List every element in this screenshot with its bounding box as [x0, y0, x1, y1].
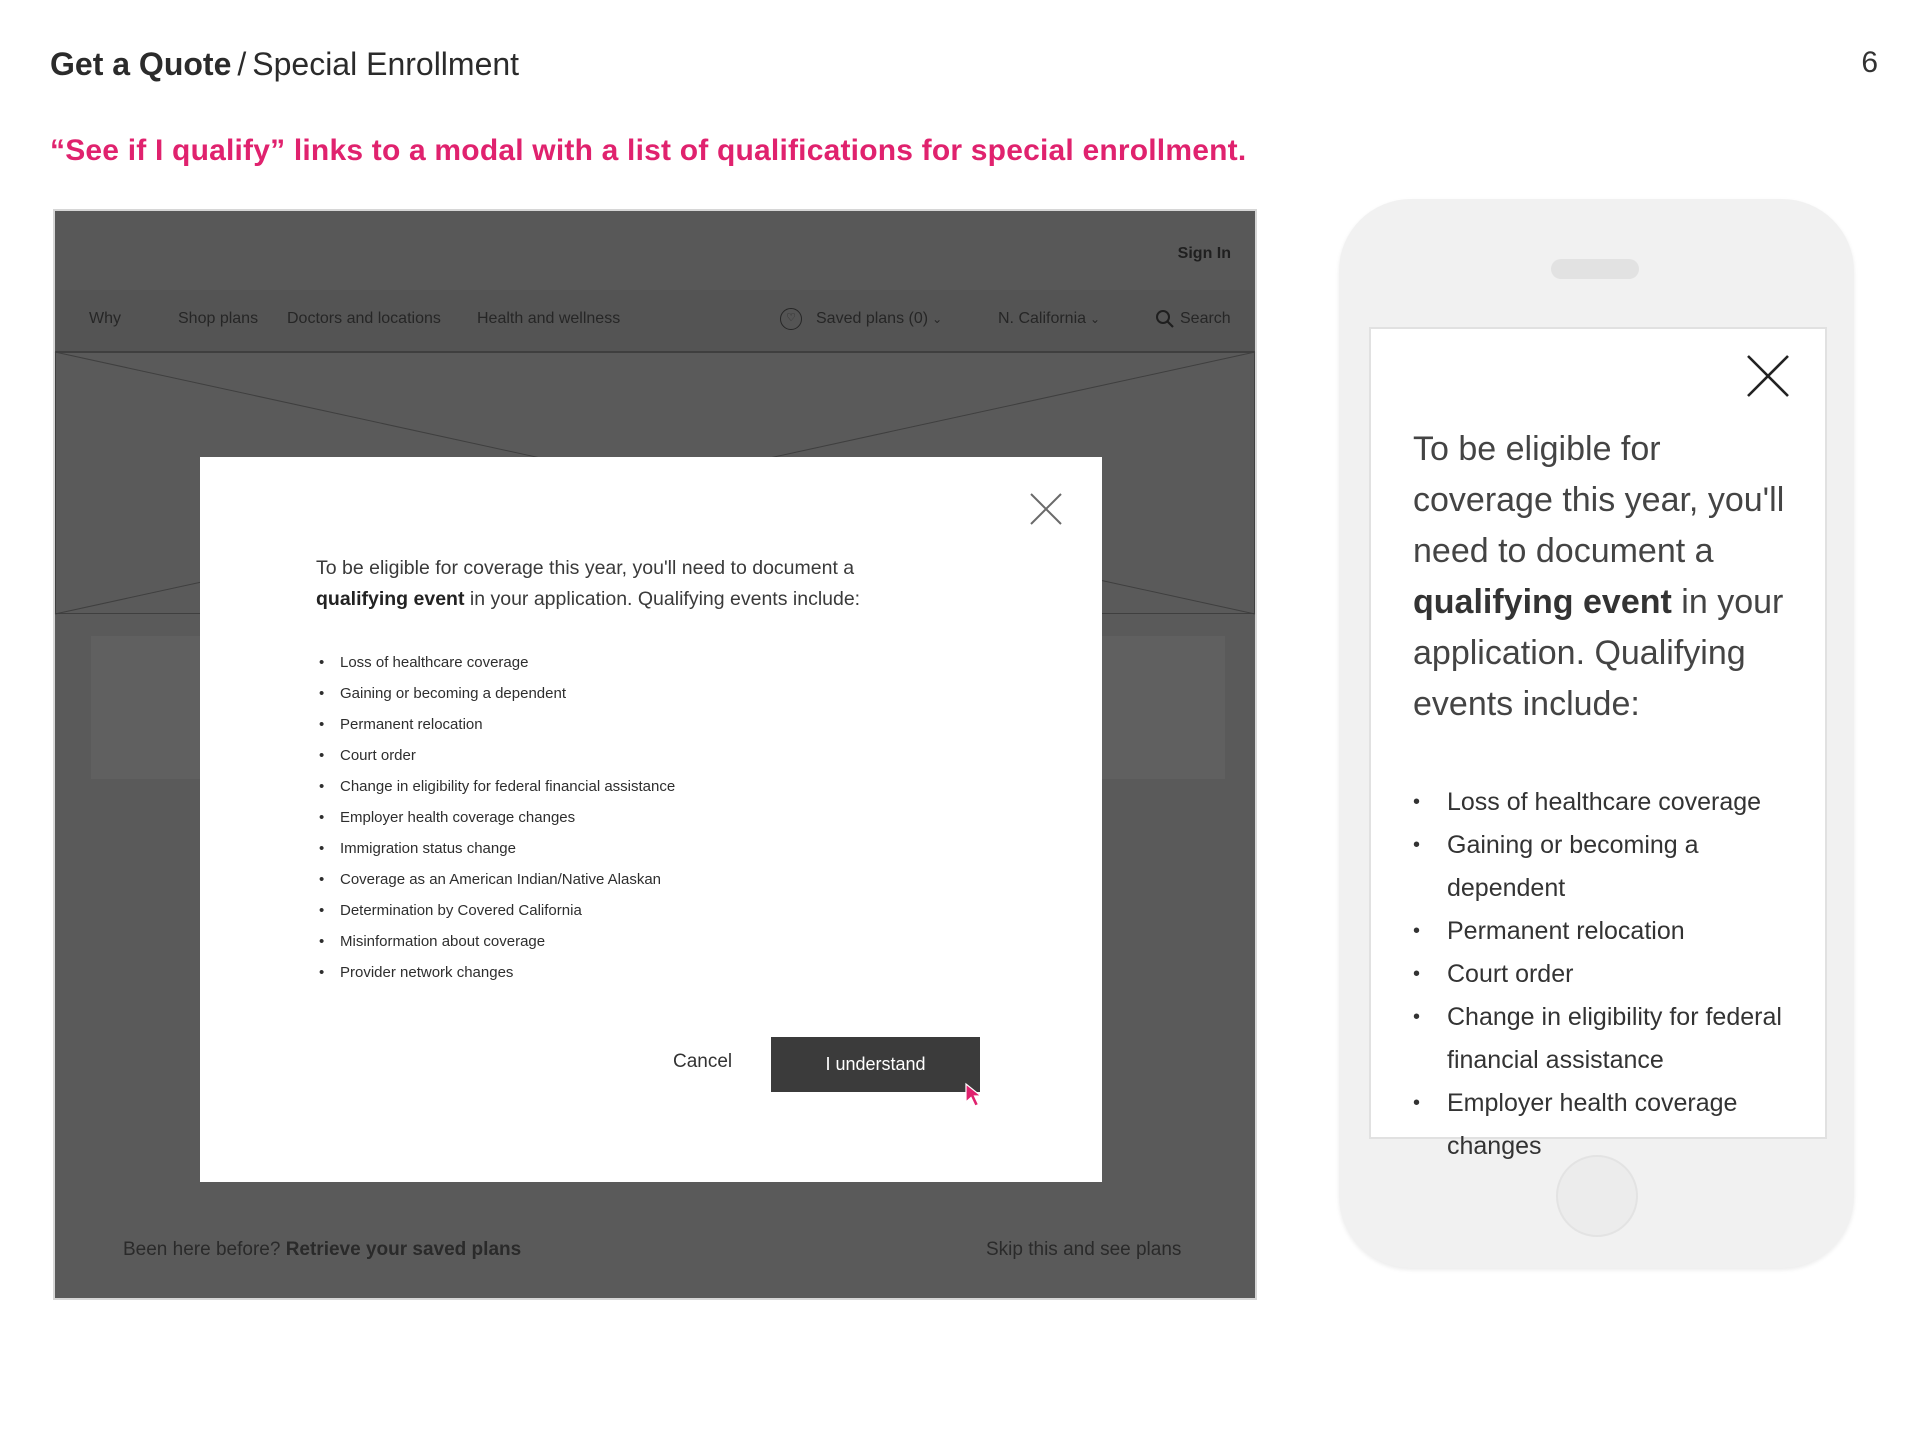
phone-speaker	[1551, 259, 1639, 279]
desktop-mockup	[53, 209, 1257, 1300]
region-label: N. California	[998, 310, 1087, 327]
mobile-intro-after: in your application. Qualifying events include:	[1413, 583, 1784, 723]
list-item: • Permanent relocation	[316, 709, 675, 740]
retrieve-plans-text	[123, 1239, 521, 1261]
qualifying-events-list	[316, 647, 675, 988]
retrieve-saved-plans-link[interactable]: Retrieve your saved plans	[285, 1239, 522, 1260]
region-dropdown[interactable]	[998, 310, 1100, 328]
utility-bar	[55, 211, 1255, 290]
qualify-modal	[200, 457, 1102, 1182]
saved-plans-dropdown[interactable]	[816, 310, 942, 328]
search-icon[interactable]	[1155, 309, 1175, 329]
list-item: • Determination by Covered California	[316, 895, 675, 926]
main-nav	[55, 290, 1255, 352]
cancel-button[interactable]: Cancel	[673, 1051, 733, 1072]
list-item: • Gaining or becoming a dependent	[316, 678, 675, 709]
mobile-modal-intro	[1413, 424, 1793, 730]
mobile-screen	[1369, 327, 1827, 1160]
i-understand-button[interactable]: I understand	[771, 1037, 980, 1092]
list-item: • Immigration status change	[316, 833, 675, 864]
annotation-text: “See if I qualify” links to a modal with a list of qualifications for special enrollment.	[50, 134, 1247, 167]
list-item: • Change in eligibility for federal financial assistance	[316, 771, 675, 802]
page-title	[50, 46, 519, 83]
list-item: • Loss of healthcare coverage	[316, 647, 675, 678]
page-title-separator: /	[237, 46, 247, 82]
list-item: • Provider network changes	[316, 957, 675, 988]
modal-intro	[316, 553, 916, 615]
nav-item-health[interactable]: Health and wellness	[477, 310, 621, 327]
list-item: • Change in eligibility for federal financial assistance	[1413, 996, 1813, 1082]
list-item: • Permanent relocation	[1413, 910, 1813, 953]
list-item: • Court order	[316, 740, 675, 771]
saved-plans-label: Saved plans (0)	[816, 310, 929, 327]
sign-in-link[interactable]: Sign In	[1177, 245, 1231, 262]
modal-intro-after: in your application. Qualifying events include:	[469, 588, 861, 610]
modal-intro-bold: qualifying event	[316, 588, 465, 610]
phone-home-button	[1556, 1155, 1638, 1237]
list-item: • Loss of healthcare coverage	[1413, 781, 1813, 824]
mobile-intro-bold: qualifying event	[1413, 583, 1672, 621]
chevron-down-icon: ⌄	[932, 312, 943, 326]
cursor-icon	[964, 1083, 988, 1109]
nav-item-shop-plans[interactable]: Shop plans	[178, 310, 259, 327]
nav-item-why[interactable]: Why	[89, 310, 121, 327]
retrieve-prefix: Been here before?	[123, 1239, 281, 1260]
page-title-primary: Get a Quote	[50, 46, 232, 82]
skip-see-plans-link[interactable]: Skip this and see plans	[986, 1239, 1182, 1260]
page-number: 6	[1861, 46, 1878, 79]
search-link[interactable]: Search	[1180, 310, 1231, 327]
heart-icon: ♡	[780, 308, 802, 330]
list-item: • Misinformation about coverage	[316, 926, 675, 957]
list-item: • Employer health coverage changes	[316, 802, 675, 833]
mobile-intro-before: To be eligible for coverage this year, you'll need to document a	[1413, 430, 1785, 570]
nav-item-doctors[interactable]: Doctors and locations	[287, 310, 441, 327]
list-item: • Court order	[1413, 953, 1813, 996]
page-title-secondary: Special Enrollment	[252, 46, 520, 82]
close-icon[interactable]	[1028, 491, 1064, 527]
close-icon[interactable]	[1745, 353, 1791, 399]
list-item: • Employer health coverage changes	[1413, 1082, 1813, 1168]
modal-intro-before: To be eligible for coverage this year, you'll need to document a	[316, 557, 855, 579]
chevron-down-icon: ⌄	[1090, 312, 1101, 326]
list-item: • Coverage as an American Indian/Native Alaskan	[316, 864, 675, 895]
mobile-mockup	[1339, 199, 1854, 1268]
mobile-qualifying-events-list	[1413, 781, 1813, 1168]
list-item: • Gaining or becoming a dependent	[1413, 824, 1813, 910]
